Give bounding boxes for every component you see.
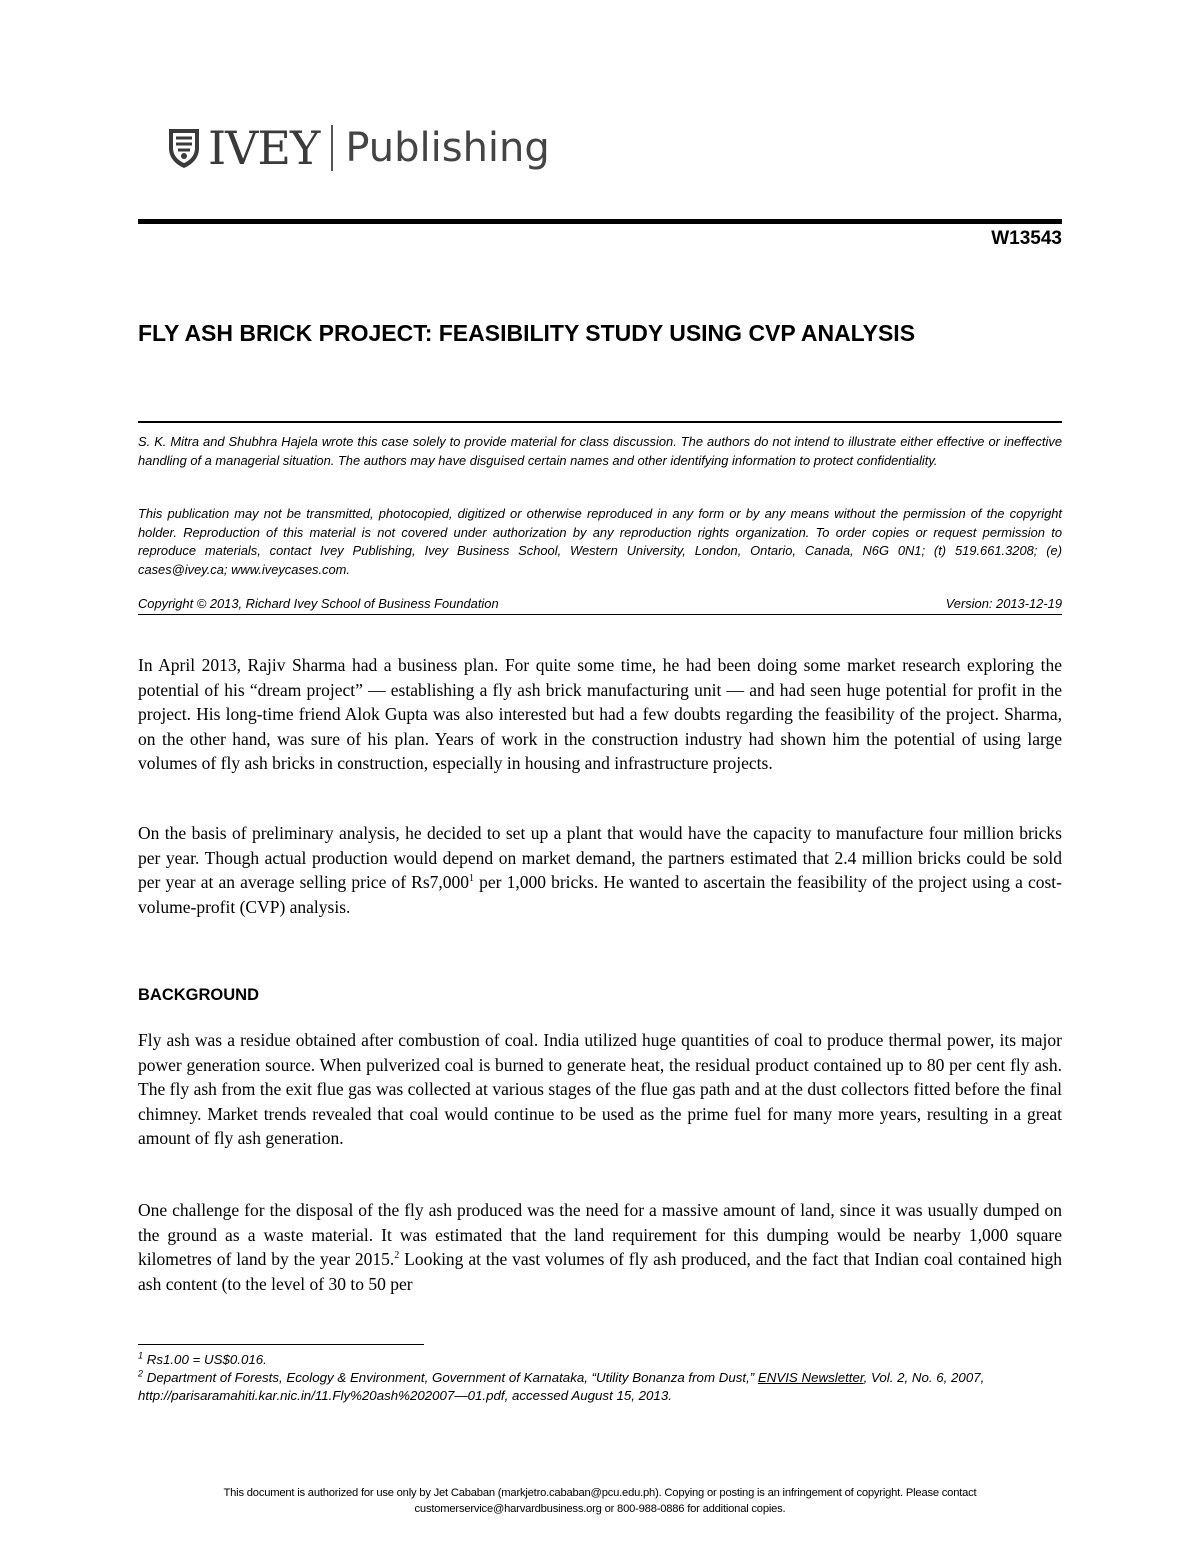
footnote-2-text-b: , Vol. 2, No. 6, 2007, http://parisaramahiti.kar.nic.in/11.Fly%20ash%202007—01.pdf, accessed August 15, 2013. [138,1370,985,1403]
footnote-2-newsletter: ENVIS Newsletter [757,1370,864,1385]
footnote-ref-2[interactable]: 2 [394,1250,400,1262]
footnote-1-text: Rs1.00 = US$0.016. [143,1352,267,1367]
footnote-2 [138,1369,1062,1405]
section-heading-background: BACKGROUND [138,986,259,1004]
logo-ivey-text: IVEY [208,121,320,175]
case-title: FLY ASH BRICK PROJECT: FEASIBILITY STUDY USING CVP ANALYSIS [138,320,916,346]
footnote-2-text-a: Department of Forests, Ecology & Environment, Government of Karnataka, “Utility Bonanza from Dust,” [143,1370,758,1385]
footnote-rule [138,1344,424,1345]
paragraph-plan-text-a: On the basis of preliminary analysis, he decided to set up a plant that would have the capacity to manufacture four million bricks per year. Though actual production would depend on market demand, the partners estimated that 2.4 million bricks could be sold per year at an average selling price of Rs7,000 [138,823,1062,893]
authorization-line-1: This document is authorized for use only by Jet Cababan (markjetro.cababan@pcu.edu.ph). Copying or posting is an infringement of copyright. Please contact [223,1487,977,1499]
ivey-shield-icon [166,126,202,170]
paragraph-plan-text-b: per 1,000 bricks. He wanted to ascertain the feasibility of the project using a cost-volume-profit (CVP) analysis. [138,872,1062,917]
paragraph-fly-ash: Fly ash was a residue obtained after combustion of coal. India utilized huge quantities of coal to produce thermal power, its major power generation source. When pulverized coal is burned to generate heat, the residual product contained up to 80 per cent fly ash. The fly ash from the exit flue gas was collected at various stages of the flue gas path and at the dust collectors fitted before the final chimney. Market trends revealed that coal would continue to be used as the prime fuel for many more years, resulting in a great amount of fly ash generation. [138,1030,1062,1149]
footnotes [138,1351,1062,1405]
title-rule [138,421,1062,423]
paragraph-disposal-text-b: Looking at the vast volumes of fly ash produced, and the fact that Indian coal contained high ash content (to the level of 30 to 50 per [138,1249,1062,1294]
case-number: W13543 [991,228,1062,249]
header-rule [138,219,1062,224]
paragraph-plan [138,821,1062,919]
ivey-publishing-logo [166,118,550,178]
author-disclaimer: S. K. Mitra and Shubhra Hajela wrote this case solely to provide material for class discussion. The authors do not intend to illustrate either effective or ineffective handling of a managerial situation. The authors may have disguised certain names and other identifying information to protect confidentiality. [138,434,1062,468]
footnote-1 [138,1351,1062,1369]
copyright-text: Copyright © 2013, Richard Ivey School of Business Foundation [138,596,499,611]
footnote-2-number: 2 [138,1368,144,1379]
logo-publishing-text: Publishing [345,125,550,171]
copyright-row [138,595,1062,613]
authorization-line-2: customerservice@harvardbusiness.org or 800-988-0886 for additional copies. [414,1503,786,1515]
footnote-1-number: 1 [138,1350,144,1361]
paragraph-intro: In April 2013, Rajiv Sharma had a business plan. For quite some time, he had been doing some market research exploring the potential of his “dream project” — establishing a fly ash brick manufacturing unit — and had seen huge potential for profit in the project. His long-time friend Alok Gupta was also interested but had a few doubts regarding the feasibility of the project. Sharma, on the other hand, was sure of his plan. Years of work in the construction industry had shown him the potential of using large volumes of fly ash bricks in construction, especially in housing and infrastructure projects. [138,655,1062,774]
paragraph-disposal [138,1198,1062,1296]
reproduction-notice: This publication may not be transmitted, photocopied, digitized or otherwise reproduced in any form or by any means without the permission of the copyright holder. Reproduction of this material is not covered under authorization by any reproduction rights organization. To order copies or request permission to reproduce materials, contact Ivey Publishing, Ivey Business School, Western University, London, Ontario, Canada, N6G 0N1; (t) 519.661.3208; (e) cases@ivey.ca; www.iveycases.com. [138,506,1062,577]
version-text: Version: 2013-12-19 [945,596,1062,611]
copyright-rule [138,614,1062,615]
footnote-ref-1[interactable]: 1 [469,873,475,885]
logo-separator [331,125,333,171]
paragraph-disposal-text-a: One challenge for the disposal of the fly ash produced was the need for a massive amount of land, since it was usually dumped on the ground as a waste material. It was estimated that the land requirement for this dumping would be nearby 1,000 square kilometres of land by the year 2015. [138,1200,1062,1270]
authorization-notice [100,1485,1100,1517]
